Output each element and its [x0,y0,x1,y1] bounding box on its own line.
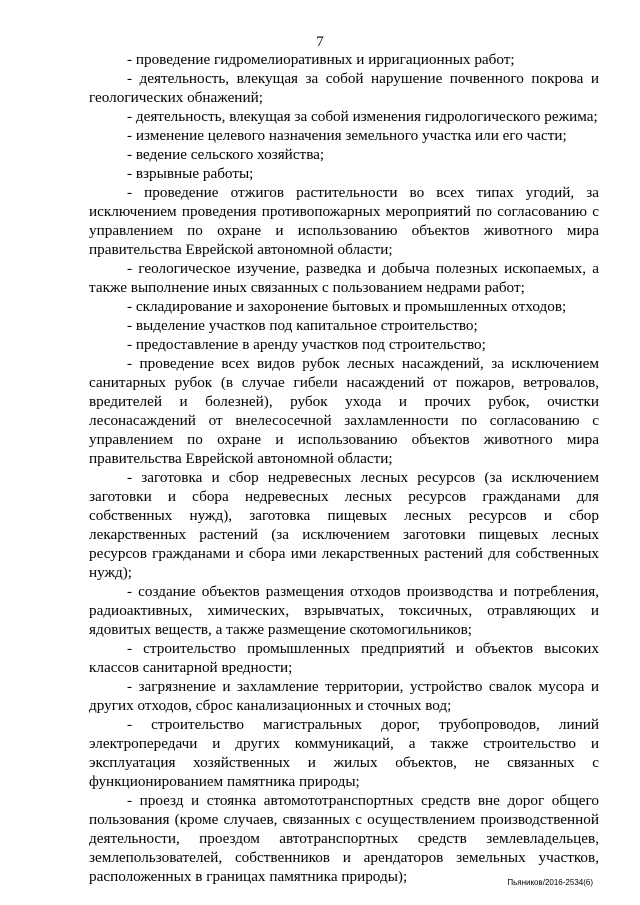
list-item: - строительство промышленных предприятий и объектов высоких классов санитарной вредности; [89,640,599,676]
list-item: - строительство магистральных дорог, трубопроводов, линий электропередачи и других коммуникаций, а также строительство и эксплуатация хозяйственных и жилых объектов, не связанных с функционированием памятника природы; [89,716,599,790]
list-item: - предоставление в аренду участков под строительство; [127,336,486,353]
list-item: - взрывные работы; [127,165,254,182]
list-item: - выделение участков под капитальное строительство; [127,317,478,334]
list-item: - геологическое изучение, разведка и добыча полезных ископаемых, а также выполнение иных связанных с пользованием недрами работ; [89,260,599,296]
list-item: - проведение отжигов растительности во всех типах угодий, за исключением проведения противопожарных мероприятий по согласованию с управлением по охране и использованию объектов животного мира правительства Еврейской автономной области; [89,184,599,258]
list-item: - ведение сельского хозяйства; [127,146,325,163]
list-item: - деятельность, влекущая за собой нарушение почвенного покрова и геологических обнажений; [89,70,599,106]
list-item: - загрязнение и захламление территории, устройство свалок мусора и других отходов, сброс канализационных и сточных вод; [89,678,599,714]
document-body [89,50,599,886]
list-item: - изменение целевого назначения земельного участка или его части; [127,127,567,144]
document-code: Пьяников/2016-2534(6) [507,878,593,887]
list-item: - проведение гидромелиоративных и ирригационных работ; [127,51,515,68]
list-item: - складирование и захоронение бытовых и промышленных отходов; [127,298,567,315]
list-item: - создание объектов размещения отходов производства и потребления, радиоактивных, химических, взрывчатых, токсичных, отравляющих и ядовитых веществ, а также размещение скотомогильников; [89,583,599,638]
list-item: - деятельность, влекущая за собой изменения гидрологического режима; [127,108,598,125]
list-item: - проезд и стоянка автомототранспортных средств вне дорог общего пользования (кроме случаев, связанных с осуществлением производственной деятельности, проездом автотранспортных средств землевладельцев, землепользователей, собственников и арендаторов земельных участков, расположенных в границах памятника природы); [89,792,599,885]
list-item: - проведение всех видов рубок лесных насаждений, за исключением санитарных рубок (в случае гибели насаждений от пожаров, ветровалов, вредителей и болезней), рубок ухода и прочих рубок, очистки лесонасаждений от внелесосечной захламленности по согласованию с управлением по охране и использованию объектов животного мира правительства Еврейской автономной области; [89,355,599,467]
list-item: - заготовка и сбор недревесных лесных ресурсов (за исключением заготовки и сбора недревесных лесных ресурсов гражданами для собственных нужд), заготовка пищевых лесных ресурсов и сбор лекарственных растений (за исключением заготовки пищевых лесных ресурсов гражданами и сбора ими лекарственных растений для собственных нужд); [89,469,599,581]
page-number: 7 [316,34,324,50]
